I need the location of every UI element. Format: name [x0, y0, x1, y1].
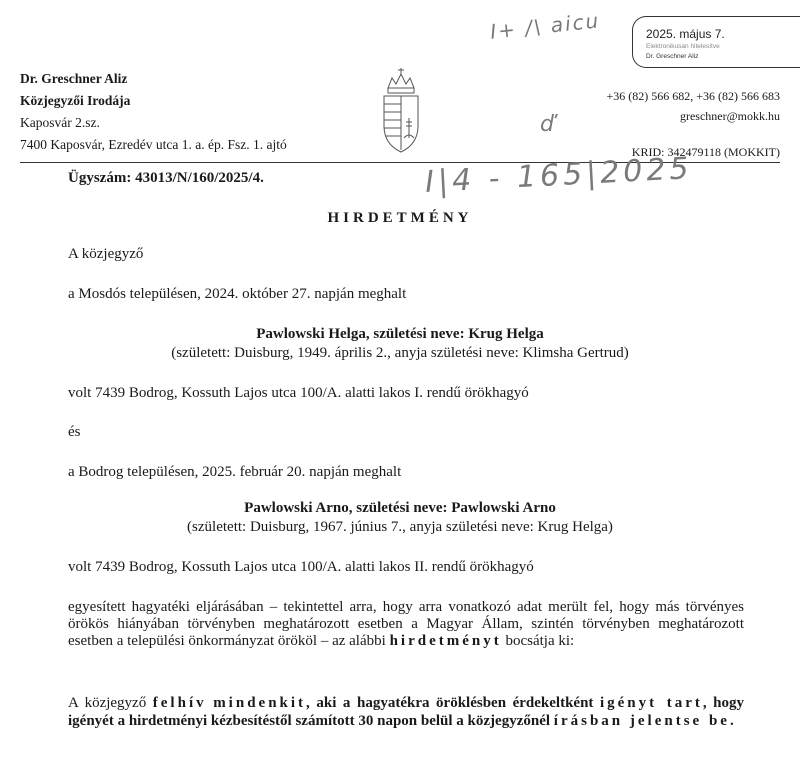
- contact-block: [606, 86, 780, 126]
- sender-city: Kaposvár 2.sz.: [20, 115, 100, 130]
- and-connector: és: [68, 424, 81, 440]
- claim-call-intro: A közjegyző: [68, 695, 147, 711]
- sender-block: [20, 68, 287, 156]
- announcement-emphasis: hirdetményt: [389, 633, 502, 649]
- sender-office: Közjegyzői Irodája: [20, 93, 131, 108]
- second-deceased-name: Pawlowski Arno, születési neve: Pawlowski Arno: [244, 500, 556, 516]
- claim-call-clause: , aki a hagyatékra öröklésben érdekeltként: [306, 695, 594, 711]
- sender-name: Dr. Greschner Aliz: [20, 71, 128, 86]
- intro-text: A közjegyző: [68, 246, 144, 262]
- first-death-text: a Mosdós településen, 2024. október 27. napján meghalt: [68, 286, 407, 302]
- contact-email: greschner@mokk.hu: [679, 109, 780, 123]
- proceedings-paragraph: [68, 599, 744, 650]
- second-death-text: a Bodrog településen, 2025. február 20. napján meghalt: [68, 464, 402, 480]
- proceedings-end: bocsátja ki:: [505, 633, 575, 649]
- claim-call-in-writing: írásban jelentse be.: [553, 713, 737, 729]
- first-deceased-name: Pawlowski Helga, születési neve: Krug Helga: [256, 326, 544, 342]
- first-deceased-details: (született: Duisburg, 1949. április 2., anyja születési neve: Klimsha Gertrud): [171, 345, 629, 361]
- second-deceased-address: volt 7439 Bodrog, Kossuth Lajos utca 100/A. alatti lakos II. rendű örökhagyó: [68, 559, 534, 575]
- second-deceased-details: (született: Duisburg, 1967. június 7., anyja születési neve: Krug Helga): [187, 519, 613, 535]
- stamp-date: 2025. május 7.: [646, 27, 725, 41]
- document-title: HIRDETMÉNY: [327, 210, 473, 226]
- claim-call-everyone: mindenkit: [213, 695, 307, 711]
- electronic-signature-stamp: [632, 16, 800, 68]
- handwritten-file-number: I|4 - 165|2025: [424, 151, 694, 200]
- contact-phones: +36 (82) 566 682, +36 (82) 566 683: [606, 89, 780, 103]
- stamp-subtitle: Elektronikusan hitelesítve: [646, 43, 720, 50]
- proceedings-text: egyesített hagyatéki eljárásában – tekintettel arra, hogy arra vonatkozó adat merült fel, hogy más törvényes örökös hiányában törvényben meghatározott esetben a Magyar Állam, szintén törvényben meghatározott esetben a települési önkormányzat örököl – az alábbi: [68, 599, 744, 649]
- stamp-name: Dr. Greschner Aliz: [646, 53, 699, 60]
- handwritten-annotation: I+ /\ aicu: [489, 8, 602, 44]
- handwritten-mark: ď: [540, 112, 556, 137]
- case-number: Ügyszám: 43013/N/160/2025/4.: [68, 170, 264, 186]
- claim-call-verb: felhív: [152, 695, 207, 711]
- claim-call-deadline: , hogy igényét a hirdetményi kézbesítéstől számított 30 napon belül a közjegyzőnél: [68, 695, 745, 729]
- sender-address: 7400 Kaposvár, Ezredév utca 1. a. ép. Fsz. 1. ajtó: [20, 137, 287, 152]
- claim-call-paragraph: [68, 694, 744, 730]
- first-deceased-address: volt 7439 Bodrog, Kossuth Lajos utca 100/A. alatti lakos I. rendű örökhagyó: [68, 385, 529, 401]
- krid-number: KRID: 342479118 (MOKKIT): [631, 145, 780, 159]
- coat-of-arms-icon: [376, 66, 426, 156]
- claim-call-claim: igényt tart: [599, 695, 703, 711]
